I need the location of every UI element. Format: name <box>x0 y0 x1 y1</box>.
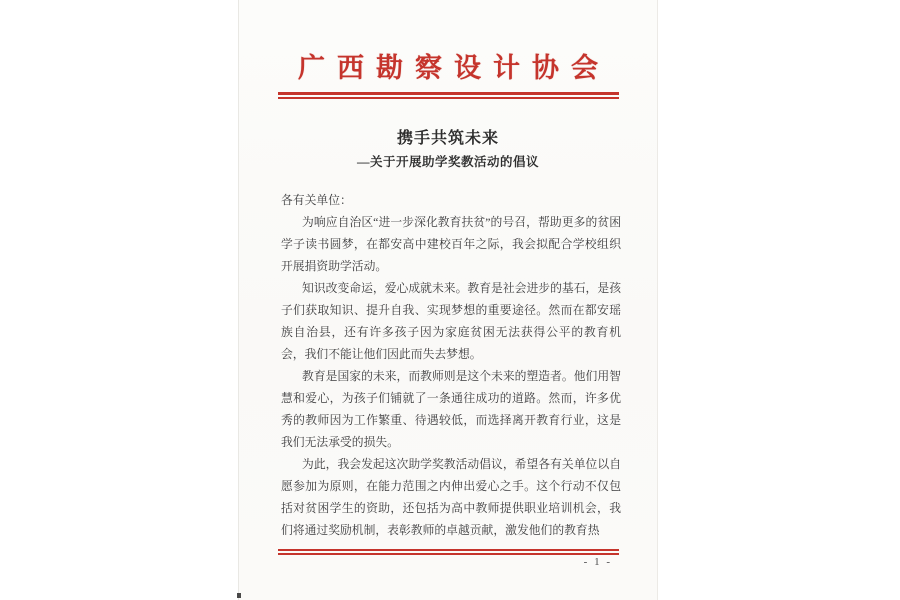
scan-artifact-dot <box>237 593 241 598</box>
paragraph-4: 为此，我会发起这次助学奖教活动倡议，希望各有关单位以自愿参加为原则，在能力范围之内伸出爱心之手。这个行动不仅包括对贫困学生的资助，还包括为高中教师提供职业培训机会，我们将通过奖励机制，表彰教师的卓越贡献，激发他们的教育热 <box>281 457 621 537</box>
paragraph-1: 为响应自治区“进一步深化教育扶贫”的号召，帮助更多的贫困学子读书圆梦，在都安高中建校百年之际，我会拟配合学校组织开展捐资助学活动。 <box>281 215 621 273</box>
paragraph-2: 知识改变命运，爱心成就未来。教育是社会进步的基石，是孩子们获取知识、提升自我、实现梦想的重要途径。然而在都安瑶族自治县，还有许多孩子因为家庭贫困无法获得公平的教育机会，我们不能让他们因此而失去梦想。 <box>281 281 621 361</box>
page-number: - 1 - <box>583 556 612 568</box>
document-body <box>281 189 621 545</box>
paragraph-3: 教育是国家的未来，而教师则是这个未来的塑造者。他们用智慧和爱心，为孩子们铺就了一条通往成功的道路。然而，许多优秀的教师因为工作繁重、待遇较低，而选择离开教育行业，这是我们无法承受的损失。 <box>281 369 621 449</box>
salutation: 各有关单位： <box>281 193 352 207</box>
letterhead-title: 广西勘察设计协会 <box>298 53 610 83</box>
document-subtitle: —关于开展助学奖教活动的倡议 <box>356 155 539 169</box>
document-title: 携手共筑未来 <box>396 130 499 147</box>
letterhead-double-rule <box>278 92 619 99</box>
scan-page <box>238 0 658 600</box>
footer-double-rule <box>278 549 619 555</box>
